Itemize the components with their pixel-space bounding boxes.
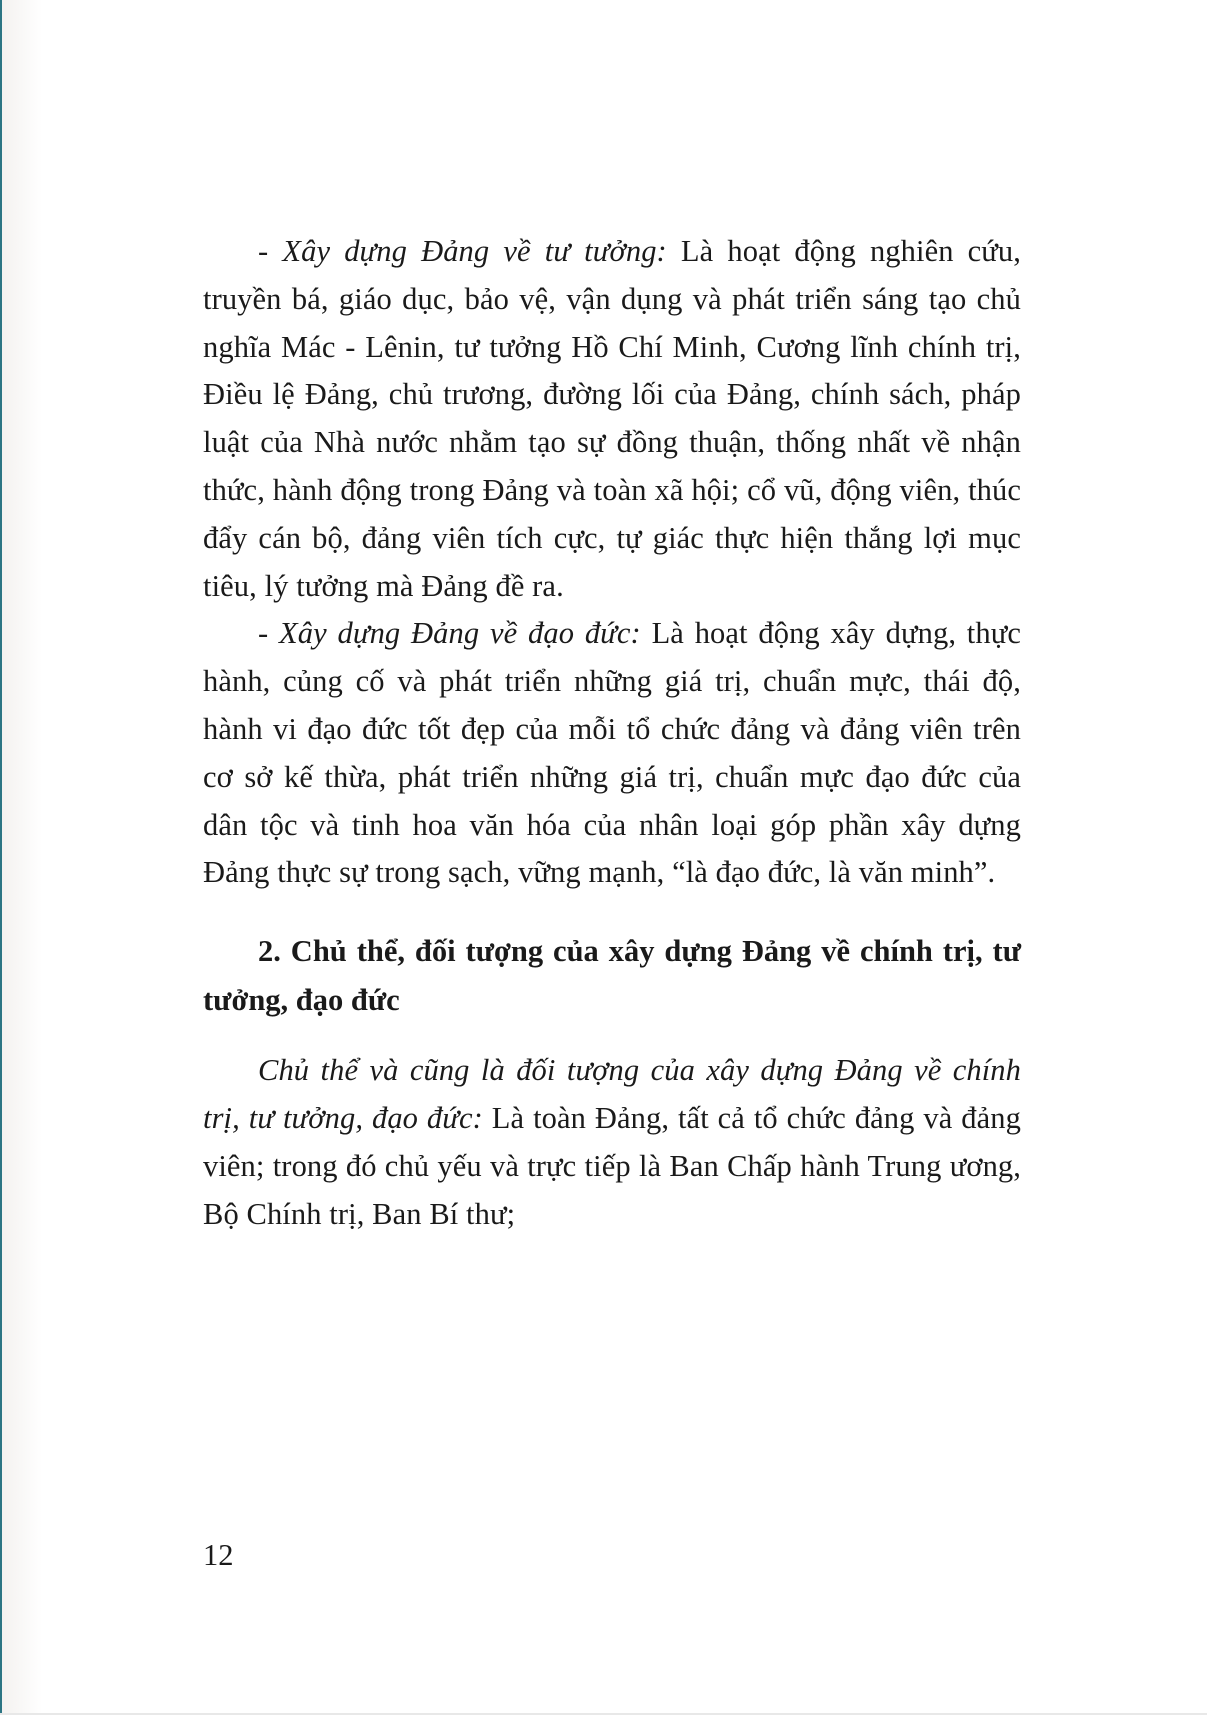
section-heading: 2. Chủ thể, đối tượng của xây dựng Đảng về chính trị, tư tưởng, đạo đức xyxy=(203,934,1021,1018)
paragraph-ideology xyxy=(203,228,1021,610)
paragraph-ethics xyxy=(203,610,1021,897)
gutter-shadow xyxy=(2,0,42,1715)
paragraph-ethics-text: Là hoạt động xây dựng, thực hành, củng cố và phát triển những giá trị, chuẩn mực, thái độ, hành vi đạo đức tốt đẹp của mỗi tổ chức đảng và đảng viên trên cơ sở kế thừa, phát triển những giá trị, chuẩn mực đạo đức của dân tộc và tinh hoa văn hóa của nhân loại góp phần xây dựng Đảng thực sự trong sạch, vững mạnh, “là đạo đức, là văn minh”. xyxy=(203,616,1021,890)
paragraph-ethics-lead: - Xây dựng Đảng về đạo đức: xyxy=(258,616,641,651)
page-number: 12 xyxy=(203,1538,234,1572)
paragraph-subject xyxy=(203,1047,1021,1238)
paragraph-subject-text: Là toàn Đảng, tất cả tổ chức đảng và đảng viên; trong đó chủ yếu và trực tiếp là Ban Chấp hành Trung ương, Bộ Chính trị, Ban Bí thư; xyxy=(203,1100,1021,1231)
paragraph-subject-lead: Chủ thể và cũng là đối tượng của xây dựng Đảng về chính trị, tư tưởng, đạo đức: xyxy=(203,1053,1021,1135)
paragraph-ideology-text: Là hoạt động nghiên cứu, truyền bá, giáo dục, bảo vệ, vận dụng và phát triển sáng tạo chủ nghĩa Mác - Lênin, tư tưởng Hồ Chí Minh, Cương lĩnh chính trị, Điều lệ Đảng, chủ trương, đường lối của Đảng, chính sách, pháp luật của Nhà nước nhằm tạo sự đồng thuận, thống nhất về nhận thức, hành động trong Đảng và toàn xã hội; cổ vũ, động viên, thúc đẩy cán bộ, đảng viên tích cực, tự giác thực hiện thắng lợi mục tiêu, lý tưởng mà Đảng đề ra. xyxy=(203,234,1022,603)
paragraph-ideology-lead: - Xây dựng Đảng về tư tưởng: xyxy=(258,234,667,268)
page-body xyxy=(203,228,1021,1238)
